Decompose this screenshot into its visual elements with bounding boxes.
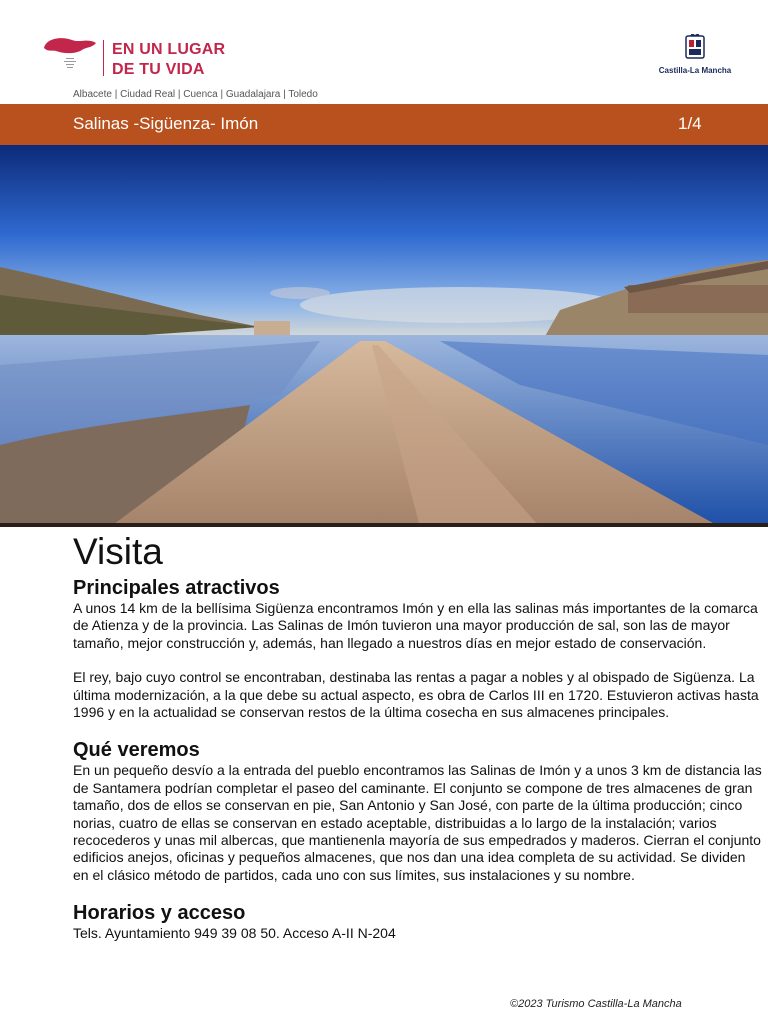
subsection-title: Qué veremos (73, 739, 200, 762)
paragraph: Tels. Ayuntamiento 949 39 08 50. Acceso A-II N-204 (73, 925, 396, 942)
brand-line-2: DE TU VIDA (112, 61, 205, 78)
provinces-list: Albacete | Ciudad Real | Cuenca | Guadalajara | Toledo (73, 89, 318, 100)
salt-flats-landscape-photo (0, 145, 768, 527)
paragraph: En un pequeño desvío a la entrada del pueblo encontramos las Salinas de Imón y a unos 3 km de distancia las de Santamera podrían completar el paseo del caminante. El conjunto se compone de tres almacenes de gran tamaño, dos de ellos se conservan en pie, San Antonio y San José, con parte de la última producción; cinco norias, cuatro de ellas se conservan en estado aceptable, distribuidas a lo largo de la instalación; varios recocederos y unas mil albercas, que mantienenla mayoría de sus empedrados y maderos. Cierran el conjunto edificios anejos, oficinas y pequeños almacenes, que nos dan una idea completa de su actividad. Se dividen en el clásico método de partidos, cada uno con sus límites, sus instalaciones y su nombre. (73, 762, 762, 883)
coat-of-arms-icon (684, 34, 706, 64)
subsection-title: Principales atractivos (73, 577, 280, 599)
copyright-footer: ©2023 Turismo Castilla-La Mancha (510, 998, 682, 1010)
title-bar (0, 104, 768, 145)
main-content (73, 530, 763, 943)
brand-line-1: EN UN LUGAR (112, 41, 226, 58)
brand-logo-icon (42, 34, 98, 76)
brand-slogan (112, 40, 225, 80)
page-header (0, 0, 768, 104)
region-logo (655, 34, 735, 84)
paragraph: El rey, bajo cuyo control se encontraban, destinaba las rentas a pagar a nobles y al obispado de Sigüenza. La última modernización, a la que debe su actual aspecto, es obra de Carlos III en 1720. Estuvieron activas hasta 1996 y en la actualidad se conservan restos de la última cosecha en sus almacenes principales. (73, 669, 759, 721)
region-name: Castilla-La Mancha (658, 66, 732, 75)
page-title: Salinas -Sigüenza- Imón (73, 114, 259, 133)
section-heading: Visita (73, 531, 163, 572)
subsection-title: Horarios y acceso (73, 902, 246, 925)
paragraph: A unos 14 km de la bellísima Sigüenza encontramos Imón y en ella las salinas más importantes de la comarca de Atienza y de la provincia. Las Salinas de Imón tuvieron una mayor producción de sal, son las de mayor tamaño, mejor construcción y, además, han llegado a nuestros días en mejor estado de conservación. (73, 600, 758, 651)
brand-divider (103, 40, 104, 76)
page-number: 1/4 (678, 114, 702, 133)
